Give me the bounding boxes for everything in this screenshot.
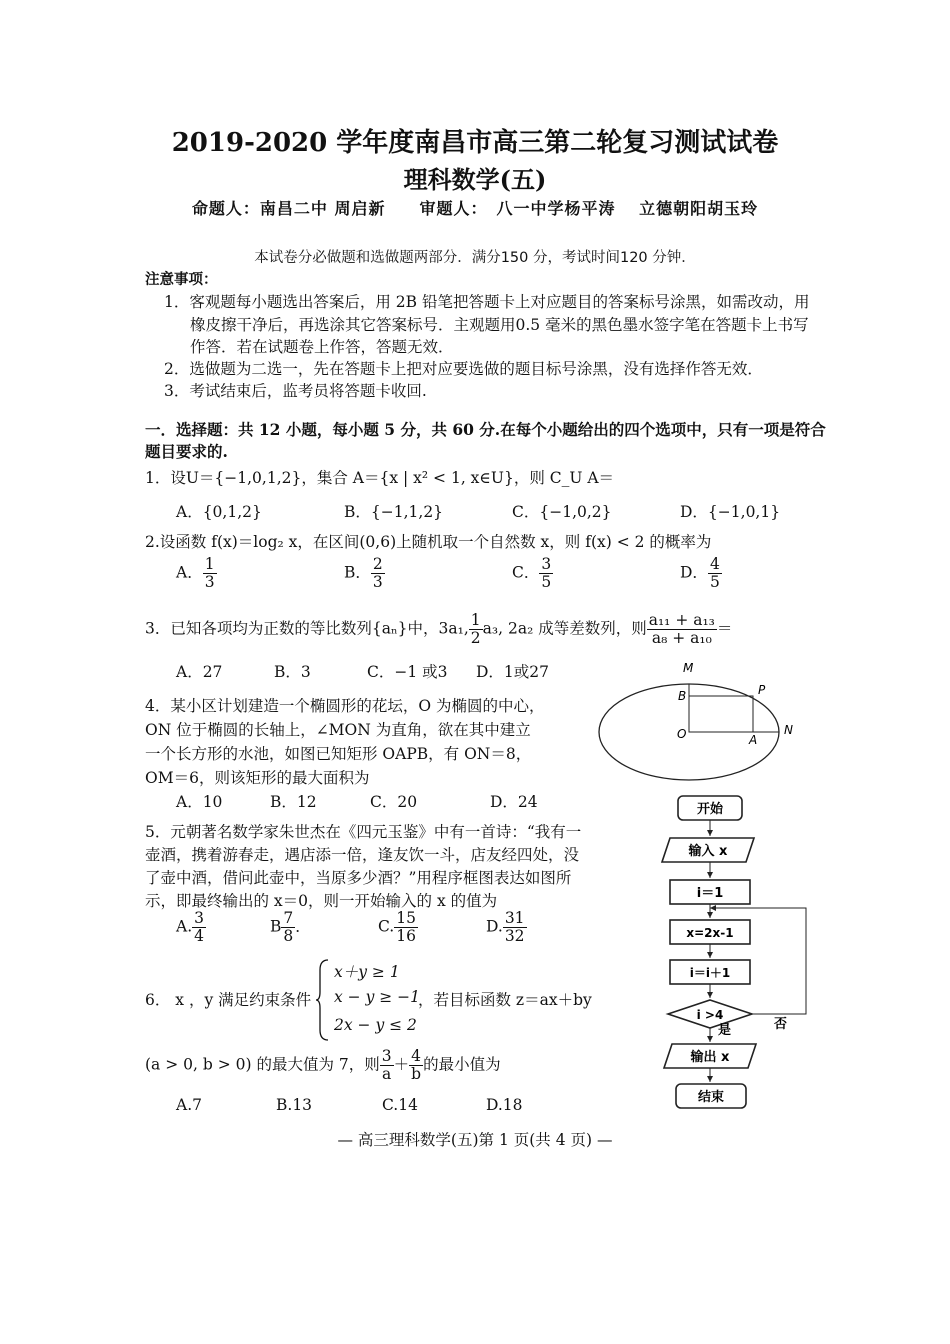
note-line: 3．考试结束后，监考员将答题卡收回. (164, 382, 427, 400)
question-4-line: 4．某小区计划建造一个椭圆形的花坛，O 为椭圆的中心， (145, 697, 545, 715)
note-line: 橡皮擦干净后，再选涂其它答案标号．主观题用0.5 毫米的黑色墨水签字笔在答题卡上书写 (190, 316, 809, 334)
q3-stem-part: ＝ (716, 619, 733, 638)
denominator: 8 (283, 927, 294, 946)
section-heading: 一．选择题：共 12 小题，每小题 5 分，共 60 分.在每个小题给出的四个选项中，只有一项是符合 (145, 420, 826, 439)
q3-stem-part: 3．已知各项均为正数的等比数列{aₙ}中，3a₁, (145, 619, 469, 638)
q4-option-c[interactable]: C．20 (370, 793, 418, 811)
option-label: D． (680, 563, 708, 582)
label-b: B (678, 689, 687, 703)
numerator: 7 (283, 909, 294, 927)
denominator: 16 (396, 927, 416, 946)
numerator: 1 (470, 611, 481, 629)
numerator: 31 (504, 909, 525, 927)
authors-line: 命题人：南昌二中 周启新 审题人： 八一中学杨平涛 立德朝阳胡玉玲 (191, 199, 759, 218)
q6-option-b[interactable]: B.13 (276, 1096, 313, 1114)
ellipse-figure (595, 658, 805, 788)
q2-option-a[interactable] (176, 556, 217, 591)
q1-option-d[interactable]: D．{−1,0,1} (680, 503, 781, 521)
q2-option-d[interactable] (680, 556, 722, 591)
question-4-line: OM＝6，则该矩形的最大面积为 (145, 769, 370, 787)
q5-option-a[interactable] (176, 910, 206, 945)
q4-option-d[interactable]: D．24 (490, 793, 538, 811)
q3-option-c[interactable]: C．−1 或3 (367, 663, 448, 681)
q6-line-part: (a > 0, b > 0) 的最大值为 7，则 (145, 1055, 380, 1074)
denominator: a (382, 1065, 392, 1084)
plus-sign: ＋ (393, 1055, 410, 1074)
q5-option-d[interactable] (486, 910, 527, 945)
numerator: 3 (381, 1047, 392, 1065)
constraint-brace (316, 958, 330, 1042)
question-3-stem (145, 612, 732, 647)
label-a: A (749, 733, 758, 747)
option-suffix: ． (295, 917, 311, 936)
rectangle-oapb (689, 696, 753, 732)
numerator: 2 (372, 555, 383, 573)
option-label: C． (512, 563, 540, 582)
question-2-stem: 2.设函数 f(x)＝log₂ x，在区间(0,6)上随机取一个自然数 x，则 f(x) < 2 的概率为 (145, 533, 712, 551)
q6-option-c[interactable]: C.14 (382, 1096, 418, 1114)
question-6-stem-a: 6． x ，y 满足约束条件 (145, 991, 312, 1009)
label-n: N (784, 723, 793, 737)
notes-heading: 注意事项： (145, 272, 218, 288)
q4-option-b[interactable]: B．12 (270, 793, 317, 811)
denominator: 4 (194, 927, 204, 946)
q5-option-c[interactable] (378, 910, 418, 945)
question-5-line: 了壶中酒，借问此壶中，当原多少酒？”用程序框图表达如图所 (145, 869, 572, 887)
flow-input-label: 输入 x (688, 844, 728, 859)
label-p: P (758, 683, 766, 697)
numerator: 4 (709, 555, 720, 573)
constraint-3: 2x − y ≤ 2 (334, 1016, 417, 1034)
note-line: 2．选做题为二选一，先在答题卡上把对应要选做的题目标号涂黑，没有选择作答无效． (164, 360, 763, 378)
label-m: M (683, 661, 694, 675)
note-line: 1．客观题每小题选出答案后，用 2B 铅笔把答题卡上对应题目的答案标号涂黑，如需改动，用 (164, 293, 810, 311)
flow-step1-label: x=2x-1 (686, 926, 734, 940)
option-label: C. (378, 917, 395, 936)
flow-no-label: 否 (774, 1017, 788, 1032)
flowchart (660, 792, 820, 1112)
q2-option-b[interactable] (344, 556, 385, 591)
flow-step2-label: i＝i＋1 (689, 966, 731, 980)
option-label: A． (176, 563, 203, 582)
q3-option-d[interactable]: D．1或27 (476, 663, 550, 681)
note-line: 作答．若在试题卷上作答，答题无效． (190, 338, 454, 356)
numerator: 15 (396, 909, 416, 927)
q1-option-a[interactable]: A．{0,1,2} (176, 503, 262, 521)
numerator: 1 (204, 555, 215, 573)
exam-subtitle: 理科数学(五) (403, 165, 547, 194)
option-label: B (270, 917, 282, 936)
question-5-line: 5．元朝著名数学家朱世杰在《四元玉鉴》中有一首诗：“我有一 (145, 823, 582, 841)
label-o: O (677, 727, 687, 741)
q6-option-a[interactable]: A.7 (176, 1096, 202, 1114)
flow-init-label: i＝1 (696, 886, 724, 901)
q4-option-a[interactable]: A．10 (176, 793, 223, 811)
flow-output-label: 输出 x (690, 1050, 730, 1065)
q1-option-b[interactable]: B．{−1,1,2} (344, 503, 444, 521)
q6-option-d[interactable]: D.18 (486, 1096, 523, 1114)
denominator: a₈ + a₁₀ (651, 629, 712, 648)
question-6-stem-b: ，若目标函数 z＝ax＋by (418, 991, 592, 1009)
constraint-1: x＋y ≥ 1 (334, 963, 400, 981)
denominator: b (411, 1065, 422, 1084)
denominator: 2 (470, 629, 481, 648)
numerator: a₁₁ + a₁₃ (648, 611, 715, 629)
denominator: 32 (504, 927, 525, 946)
question-4-line: ON 位于椭圆的长轴上，∠MON 为直角，欲在其中建立 (145, 721, 531, 739)
flow-start-label: 开始 (696, 802, 724, 817)
q2-option-c[interactable] (512, 556, 553, 591)
numerator: 4 (409, 1048, 423, 1066)
denominator: 3 (372, 573, 383, 592)
flow-condition-label: i >4 (696, 1008, 724, 1022)
q1-option-c[interactable]: C．{−1,0,2} (512, 503, 612, 521)
denominator: 5 (709, 573, 720, 592)
option-label: A. (176, 917, 193, 936)
question-1-stem: 1．设U＝{−1,0,1,2}，集合 A＝{x | x² < 1, x∈U}，则 C_U A＝ (145, 469, 615, 487)
q6-line-part: 的最小值为 (423, 1055, 501, 1074)
denominator: 3 (204, 573, 215, 592)
numerator: 3 (541, 555, 552, 573)
numerator: 3 (194, 909, 204, 927)
option-label: B． (344, 563, 371, 582)
q5-option-b[interactable] (270, 910, 311, 945)
q3-option-a[interactable]: A．27 (176, 663, 223, 681)
section-heading-cont: 题目要求的. (145, 442, 228, 461)
flow-yes-label: 是 (718, 1023, 732, 1038)
constraint-2: x − y ≥ −1 (334, 988, 421, 1006)
page-footer: — 高三理科数学(五)第 1 页(共 4 页) — (337, 1131, 613, 1149)
denominator: 5 (541, 573, 552, 592)
intro-line: 本试卷分必做题和选做题两部分．满分150 分，考试时间120 分钟． (254, 250, 696, 266)
option-label: D. (486, 917, 503, 936)
flow-end-label: 结束 (697, 1090, 725, 1105)
q3-stem-part: a₃, 2a₂ 成等差数列，则 (482, 619, 647, 638)
question-6-line2 (145, 1048, 501, 1083)
q3-option-b[interactable]: B．3 (274, 663, 311, 681)
question-4-line: 一个长方形的水池，如图已知矩形 OAPB，有 ON＝8， (145, 745, 532, 763)
question-5-line: 壶酒，携着游春走，遇店添一倍，逢友饮一斗，店友经四处，没 (145, 846, 580, 864)
exam-title: 2019-2020 学年度南昌市高三第二轮复习测试试卷 (171, 128, 779, 158)
question-5-line: 示，即最终输出的 x＝0，则一开始输入的 x 的值为 (145, 892, 498, 910)
